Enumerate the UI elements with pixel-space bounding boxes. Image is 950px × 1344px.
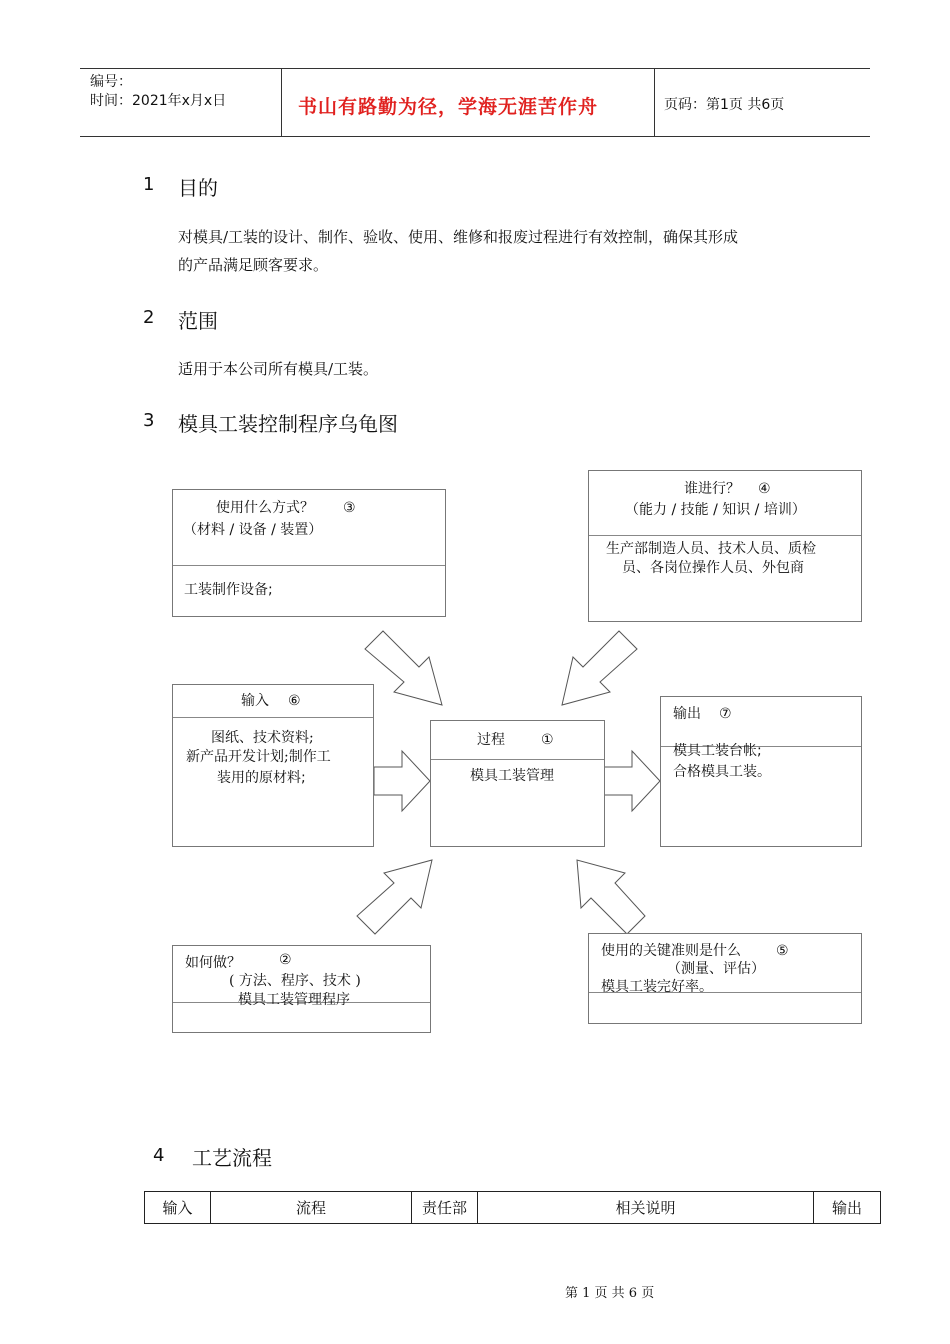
box-content-line: 新产品开发计划;制作工 xyxy=(186,749,331,765)
box-mark: ⑤ xyxy=(776,943,789,959)
table-header-row xyxy=(145,1192,881,1224)
box-subtitle: ( 方法、程序、技术 ) xyxy=(229,973,361,989)
page-footer: 第 1 页 共 6 页 xyxy=(565,1286,655,1301)
box-content: 模具工装管理 xyxy=(470,768,554,784)
code-label: 编号： xyxy=(90,74,132,90)
box-divider xyxy=(173,565,445,566)
section-number: 4 xyxy=(153,1145,165,1166)
box-method xyxy=(172,489,446,617)
box-mark: ⑥ xyxy=(288,693,301,709)
box-title: 使用什么方式？ xyxy=(216,500,314,516)
box-content-line: 合格模具工装。 xyxy=(673,764,771,780)
box-mark: ⑦ xyxy=(719,706,732,722)
section-title: 范围 xyxy=(178,309,218,333)
arrow-process-to-output xyxy=(604,751,660,811)
box-title: 使用的关键准则是什么 xyxy=(601,943,741,959)
box-output xyxy=(660,696,862,847)
box-mark: ② xyxy=(279,952,292,968)
box-content-line: 图纸、技术资料; xyxy=(211,730,314,746)
box-how xyxy=(172,945,431,1033)
box-input xyxy=(172,684,374,847)
section-text-line: 对模具/工装的设计、制作、验收、使用、维修和报废过程进行有效控制，确保其形成 xyxy=(178,228,739,246)
section-text-line: 的产品满足顾客要求。 xyxy=(178,256,329,274)
col-header-notes: 相关说明 xyxy=(478,1192,814,1224)
box-title: 输入 xyxy=(241,693,269,709)
header-motto: 书山有路勤为径，学海无涯苦作舟 xyxy=(298,96,599,118)
arrow-who-to-process xyxy=(562,631,637,705)
box-content: 工装制作设备; xyxy=(184,582,273,598)
section-number: 1 xyxy=(143,174,155,195)
box-content: 模具工装完好率。 xyxy=(601,979,713,995)
section-number: 2 xyxy=(143,307,155,328)
box-subtitle: （材料 / 设备 / 装置） xyxy=(183,522,323,538)
section-title: 工艺流程 xyxy=(192,1146,272,1170)
box-title: 过程 xyxy=(477,732,505,748)
box-mark: ④ xyxy=(758,481,771,497)
col-header-input: 输入 xyxy=(145,1192,211,1224)
box-divider xyxy=(431,759,604,760)
box-content-line: 员、各岗位操作人员、外包商 xyxy=(622,560,804,576)
section-number: 3 xyxy=(143,410,155,431)
col-header-flow: 流程 xyxy=(211,1192,412,1224)
box-content: 模具工装管理程序 xyxy=(238,992,350,1008)
col-header-output: 输出 xyxy=(814,1192,881,1224)
box-mark: ③ xyxy=(343,500,356,516)
section-title: 目的 xyxy=(178,176,218,200)
box-content-line: 装用的原材料; xyxy=(217,770,306,786)
box-who xyxy=(588,470,862,622)
box-title: 谁进行？ xyxy=(684,481,740,497)
box-criteria xyxy=(588,933,862,1024)
page-label: 页码：第1页 共6页 xyxy=(664,97,785,113)
col-header-dept: 责任部 xyxy=(412,1192,478,1224)
box-mark: ① xyxy=(541,732,554,748)
section-title: 模具工装控制程序乌龟图 xyxy=(178,412,398,436)
arrow-input-to-process xyxy=(374,751,430,811)
box-content-line: 生产部制造人员、技术人员、质检 xyxy=(606,541,816,557)
box-title: 如何做？ xyxy=(185,955,241,971)
arrow-criteria-to-process xyxy=(577,860,645,934)
flow-table xyxy=(144,1191,881,1224)
box-divider xyxy=(589,535,861,536)
box-content-line: 模具工装台帐; xyxy=(673,743,762,759)
box-title: 输出 xyxy=(673,706,701,722)
arrow-how-to-process xyxy=(357,860,432,934)
box-process xyxy=(430,720,605,847)
section-text: 适用于本公司所有模具/工装。 xyxy=(178,360,379,378)
date-label: 时间：2021年x月x日 xyxy=(90,93,227,109)
box-subtitle: （能力 / 技能 / 知识 / 培训） xyxy=(625,502,806,518)
box-subtitle: （测量、评估） xyxy=(667,961,765,977)
arrow-method-to-process xyxy=(365,631,442,705)
box-divider xyxy=(173,717,373,718)
